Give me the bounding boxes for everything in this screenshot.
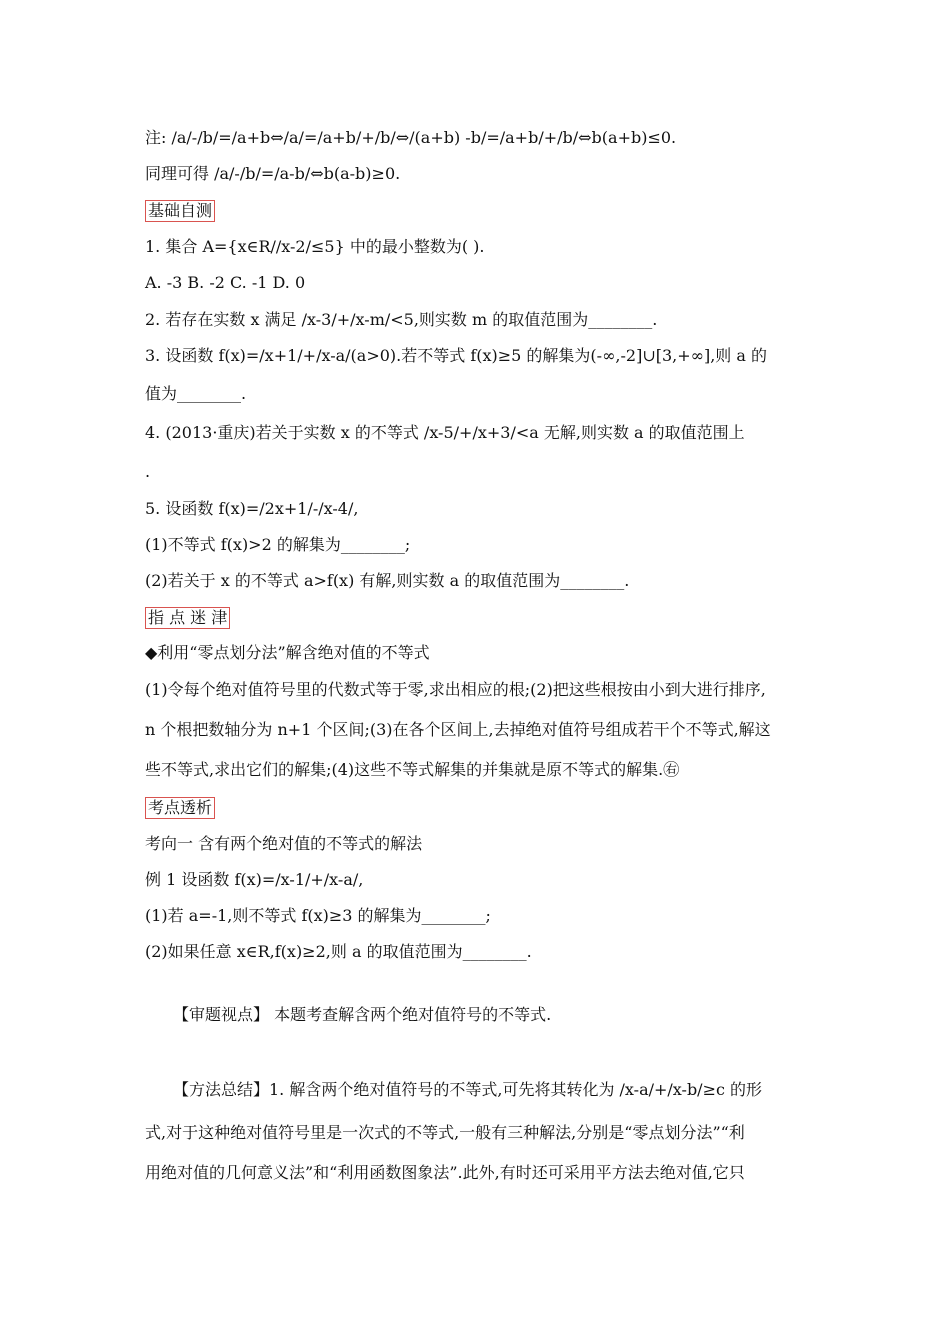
- question-3-line-2: 值为________.: [145, 384, 247, 403]
- question-5-part-2: (2)若关于 x 的不等式 a>f(x) 有解,则实数 a 的取值范围为________.: [145, 571, 630, 590]
- question-4-line-1: 4. (2013·重庆)若关于实数 x 的不等式 /x-5/+/x+3/<a 无解,则实数 a 的取值范围上: [145, 423, 745, 442]
- heading-guidance: [145, 607, 230, 629]
- tip-title: ◆利用“零点划分法”解含绝对值的不等式: [145, 643, 430, 662]
- heading-analysis: [145, 797, 215, 819]
- question-4-line-2: .: [145, 462, 151, 481]
- note-line-1: 注: /a/-/b/=/a+b⇔/a/=/a+b/+/b/⇔/(a+b) -b/=/a+b/+/b/⇔b(a+b)≤0.: [145, 128, 677, 147]
- question-5-part-1: (1)不等式 f(x)>2 的解集为________;: [145, 535, 411, 554]
- heading-label: 基础自测: [145, 200, 215, 222]
- example-1-part-1: (1)若 a=-1,则不等式 f(x)≥3 的解集为________;: [145, 906, 491, 925]
- method-summary-line-2: 式,对于这种绝对值符号里是一次式的不等式,一般有三种解法,分别是“零点划分法”“利: [145, 1123, 745, 1142]
- method-summary-line-1: 【方法总结】1. 解含两个绝对值符号的不等式,可先将其转化为 /x-a/+/x-b/≥c 的形: [173, 1080, 763, 1099]
- tip-line-1: (1)令每个绝对值符号里的代数式等于零,求出相应的根;(2)把这些根按由小到大进行排序,: [145, 680, 766, 699]
- heading-basic-selftest: [145, 200, 215, 222]
- question-1: 1. 集合 A={x∈R//x-2/≤5} 中的最小整数为( ).: [145, 237, 485, 256]
- review-viewpoint: 【审题视点】 本题考查解含两个绝对值符号的不等式.: [173, 1005, 552, 1024]
- question-1-options: A. -3 B. -2 C. -1 D. 0: [145, 273, 306, 292]
- tip-line-3: 些不等式,求出它们的解集;(4)这些不等式解集的并集就是原不等式的解集.㊨: [145, 760, 680, 779]
- question-2: 2. 若存在实数 x 满足 /x-3/+/x-m/<5,则实数 m 的取值范围为________.: [145, 310, 658, 329]
- example-1-part-2: (2)如果任意 x∈R,f(x)≥2,则 a 的取值范围为________.: [145, 942, 532, 961]
- note-line-2: 同理可得 /a/-/b/=/a-b/⇔b(a-b)≥0.: [145, 164, 401, 183]
- example-1: 例 1 设函数 f(x)=/x-1/+/x-a/,: [145, 870, 364, 889]
- method-summary-line-3: 用绝对值的几何意义法”和“利用函数图象法”.此外,有时还可采用平方法去绝对值,它只: [145, 1163, 745, 1182]
- heading-label: 考点透析: [145, 797, 215, 819]
- topic-title: 考向一 含有两个绝对值的不等式的解法: [145, 834, 423, 853]
- question-5: 5. 设函数 f(x)=/2x+1/-/x-4/,: [145, 499, 359, 518]
- question-3-line-1: 3. 设函数 f(x)=/x+1/+/x-a/(a>0).若不等式 f(x)≥5 的解集为(-∞,-2]∪[3,+∞],则 a 的: [145, 346, 768, 365]
- heading-label: 指 点 迷 津: [145, 607, 230, 629]
- tip-line-2: n 个根把数轴分为 n+1 个区间;(3)在各个区间上,去掉绝对值符号组成若干个不等式,解这: [145, 720, 771, 739]
